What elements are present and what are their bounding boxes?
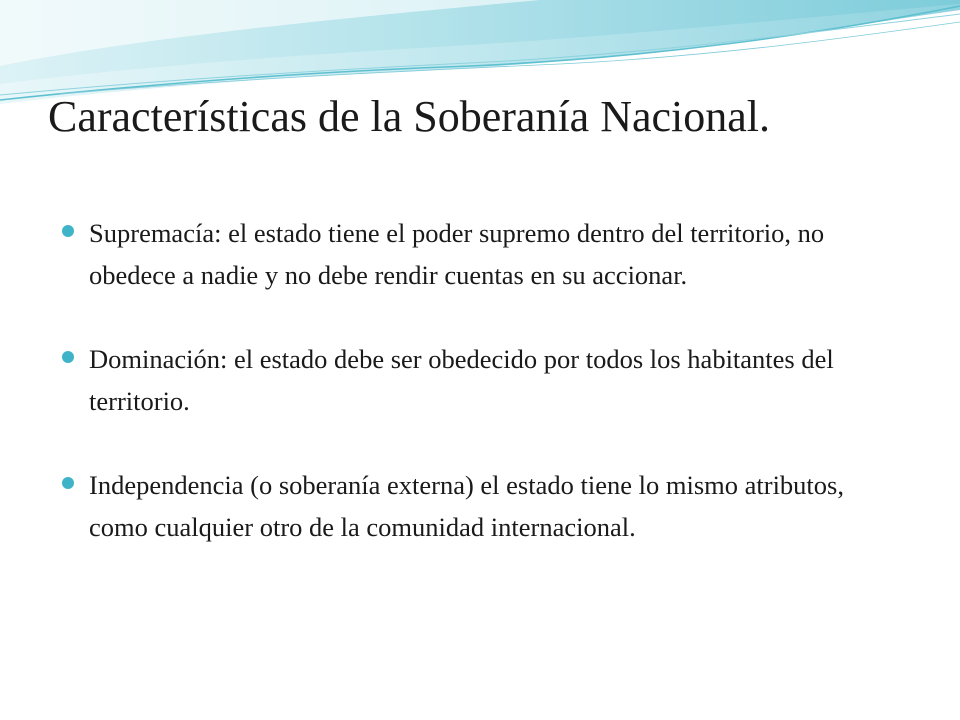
slide-title: Características de la Soberanía Nacional. — [48, 92, 771, 141]
bullet-icon — [62, 225, 74, 237]
bullet-text: Dominación: el estado debe ser obedecido por todos los habitantes del territorio. — [89, 344, 834, 416]
bullet-text: Supremacía: el estado tiene el poder supremo dentro del territorio, no obedece a nadie y no debe rendir cuentas en su accionar. — [89, 218, 825, 290]
bullet-item-supremacia — [62, 212, 872, 296]
bullet-item-dominacion — [62, 338, 872, 422]
bullet-text: Independencia (o soberanía externa) el estado tiene lo mismo atributos, como cualquier otro de la comunidad internacional. — [89, 470, 844, 542]
bullet-item-independencia — [62, 464, 872, 548]
bullet-icon — [62, 477, 74, 489]
bullet-icon — [62, 351, 74, 363]
bullet-list — [62, 212, 872, 548]
